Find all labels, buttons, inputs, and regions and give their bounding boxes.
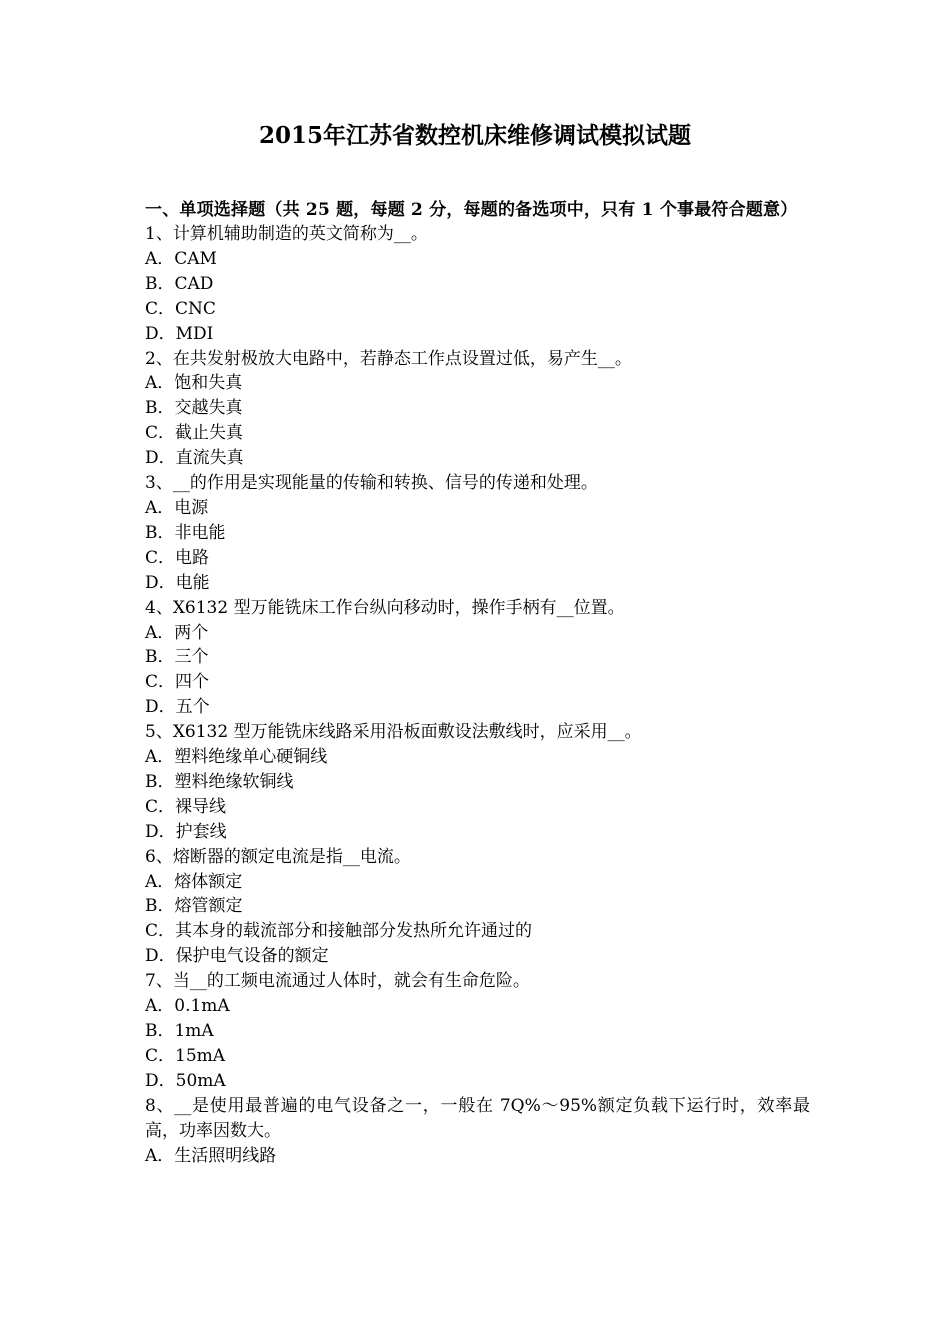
answer-option: B．非电能 (145, 522, 226, 543)
answer-option: C．裸导线 (145, 796, 227, 817)
question-stem: 6、熔断器的额定电流是指__电流。 (145, 846, 411, 867)
question-stem: 1、计算机辅助制造的英文简称为__。 (145, 224, 428, 244)
answer-option: D．电能 (145, 572, 210, 593)
answer-option: D．MDI (145, 323, 214, 344)
document-title: 2015年江苏省数控机床维修调试模拟试题 (258, 122, 691, 149)
answer-option: D．护套线 (145, 821, 227, 842)
answer-option: C．其本身的载流部分和接触部分发热所允许通过的 (145, 921, 533, 942)
answer-option: C．CNC (145, 298, 216, 319)
answer-option: A．电源 (145, 497, 209, 518)
answer-option: A．饱和失真 (145, 373, 243, 394)
answer-option: D．直流失真 (145, 448, 244, 469)
question-stem: 7、当__的工频电流通过人体时，就会有生命危险。 (145, 971, 530, 992)
answer-option: B．1mA (145, 1021, 214, 1041)
document-body (145, 198, 810, 1168)
answer-option: B．塑料绝缘软铜线 (145, 771, 294, 792)
answer-option: C．截止失真 (145, 423, 244, 444)
question-stem: 2、在共发射极放大电路中，若静态工作点设置过低，易产生__。 (145, 348, 632, 369)
answer-option: C．15mA (145, 1045, 226, 1066)
answer-option: A．0.1mA (145, 996, 230, 1017)
answer-option: A．塑料绝缘单心硬铜线 (145, 747, 328, 768)
answer-option: A．生活照明线路 (145, 1145, 277, 1166)
answer-option: B．三个 (145, 647, 209, 668)
section-heading: 一、单项选择题（共 25 题，每题 2 分，每题的备选项中，只有 1 个事最符合题意） (145, 200, 798, 220)
question-stem: 8、__是使用最普遍的电气设备之一，一般在 7Q%～95%额定负载下运行时，效率最高，功率因数大。 (145, 1095, 810, 1141)
answer-option: A．熔体额定 (145, 871, 243, 892)
answer-option: D．五个 (145, 697, 210, 718)
answer-option: C．电路 (145, 547, 210, 568)
answer-option: D．50mA (145, 1070, 226, 1091)
answer-option: C．四个 (145, 672, 210, 693)
question-stem: 5、X6132 型万能铣床线路采用沿板面敷设法敷线时，应采用__。 (145, 722, 642, 743)
answer-option: A．CAM (145, 248, 217, 269)
question-stem: 4、X6132 型万能铣床工作台纵向移动时，操作手柄有__位置。 (145, 597, 625, 618)
answer-option: B．CAD (145, 273, 214, 294)
answer-option: A．两个 (145, 622, 209, 643)
answer-option: D．保护电气设备的额定 (145, 946, 329, 967)
question-stem: 3、__的作用是实现能量的传输和转换、信号的传递和处理。 (145, 473, 598, 494)
answer-option: B．熔管额定 (145, 896, 243, 917)
answer-option: B．交越失真 (145, 398, 243, 419)
